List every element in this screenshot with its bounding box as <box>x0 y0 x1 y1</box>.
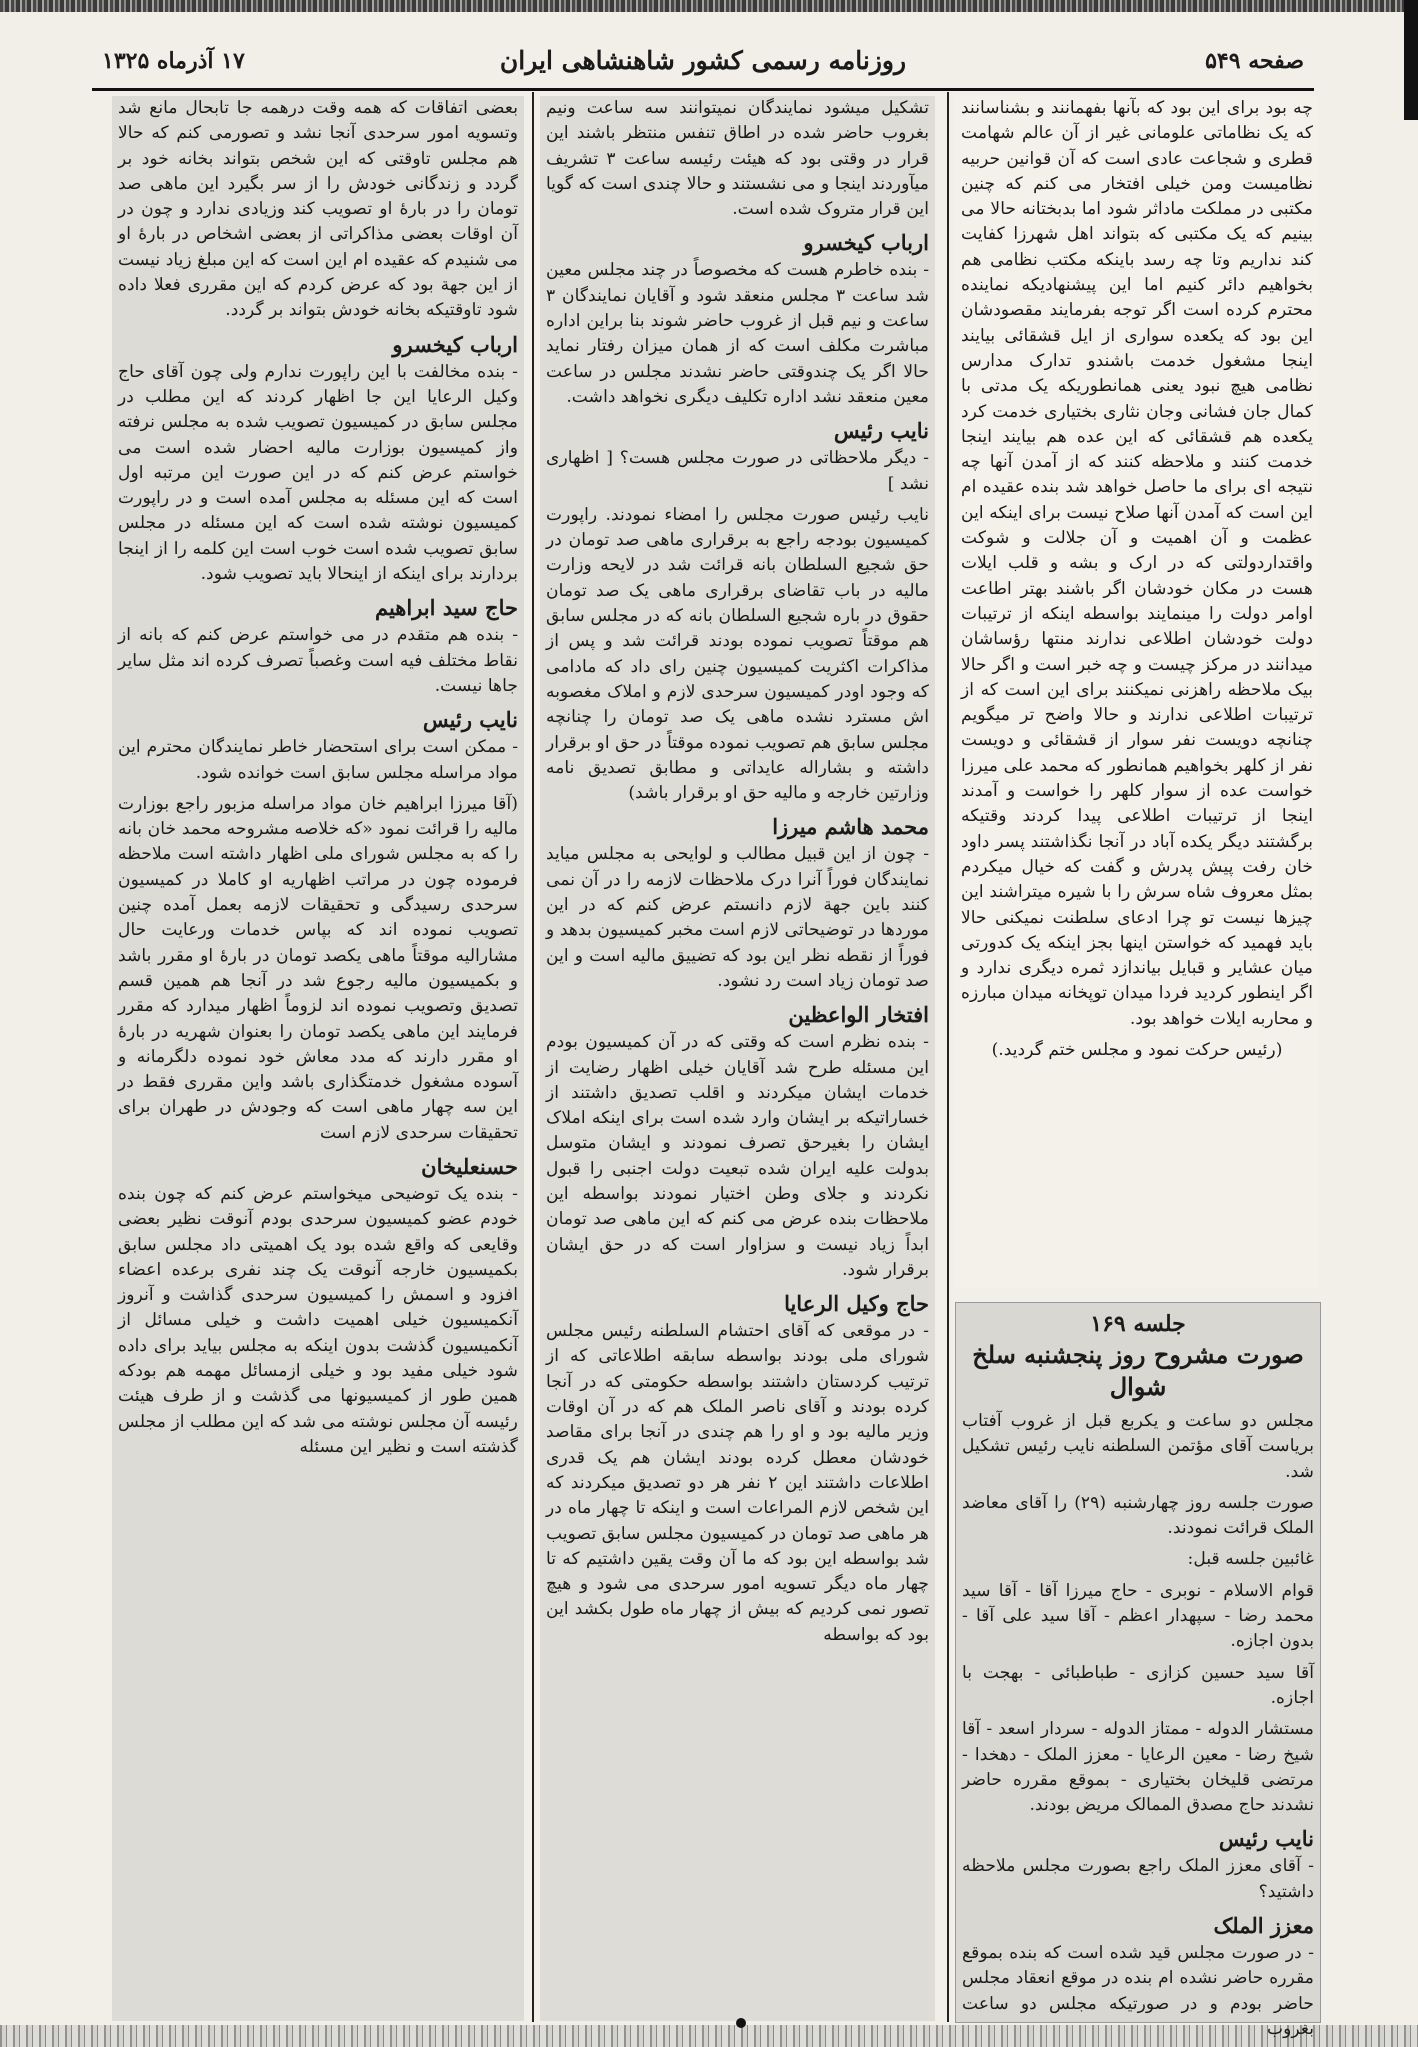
body-paragraph: چه بود برای این بود که بآنها بفهمانند و بشناسانند که یک نظاماتی علومانی غیر از آن عالم شهامت قطری و شجاعت عادی است که آن قوانین حربیه نظامیست ومن خیلی افتخار می کنم که چنین مکتبی در مملکت ماداثر شود اما بدبختانه حالا می بینیم که یک مکتبی که بتواند اهل شهرزا کفایت کند نداریم وتا چه رسد باینکه مکتب نظامی هم بخواهیم دائر کنیم اما این پیشنهادیکه نماینده محترم کرده است اگر توجه بفرمایند مقصودشان این بود که یکعده سواری از ایل قشقائی بیایند اینجا مشغول خدمت باشندو تدارک مدارس نظامی هیچ نبود یعنی همانطوریکه یک مدتی با کمال جان فشانی وجان نثاری بختیاری خدمت کرد یکعده هم قشقائی که این عده هم بیایند اینجا خدمت کنند و ملاحظه کنند که از آمدن آنها چه نتیجه ای برای ما حاصل خواهد شد بنده عقیده ام این است که آمدن آنها صلاح نیست برای اینکه این عظمت و آن اهمیت و آن جلالت و شوکت واقتداردولتی که در ارک و بشه و قلب ایلات هست در مکان خودشان اگر باشند بهتر اطاعت اوامر دولت را مینمایند بواسطه اینکه از ترتیبات دولت خودشان اطلاعی ندارند منتها رؤساشان میدانند در مرکز چیست و چه خبر است و اگر حالا بیک ملاحظه راهزنی نمیکنند برای این است که از ترتیبات اطلاعی ندارند و حالا واضح تر میگویم چنانچه دویست نفر سوار از قشقائی و دویست نفر از کلهر بخواهیم همانطور که محمد علی میرزا خواست عده از سوار کلهر را خواست و آمدند اینجا از ترتیبات اطلاعی پیدا کردند وقتیکه برگشتند دیگر یکده آباد در آنجا نگذاشتند پسر داود خان رفت پیش پدرش و گفت که خیال میکردم بمثل معروف شاه سرش را با شیره میتراشند این چیزها نیست تو چرا ادعای سلطنت نمیکنی حالا باید فهمید که خواستن اینها بجز اینکه یک کدورتی میان عشایر و قبایل بیاندازد ثمره دیگری ندارد و اگر اینطور کردید فردا میدان توپخانه میدان مبارزه و محاربه ایلات خواهد بود. <box>961 98 1313 1029</box>
body-paragraph: مستشار الدوله - ممتاز الدوله - سردار اسعد - آقا شیخ رضا - معین الرعایا - معزز الملک - دهخدا - مرتضی قلیخان بختیاری - بموقع مقرره حاضر نشدند حاج مصدق الممالک مریض بودند. <box>962 1719 1314 1816</box>
speaker-name: معزز الملک <box>1213 1913 1314 1939</box>
header-rule <box>92 88 1314 91</box>
body-paragraph: (آقا میرزا ابراهیم خان مواد مراسله مزبور راجع بوزارت مالیه را قرائت نمود «که خلاصه مشروحه محمد خان بانه را که به مجلس شورای ملی اظهار داشته است ملاحظه فرموده چون در مراتب اظهاریه او کاملا در کمیسیون سرحدی رسیدگی و تحقیقات لازمه بعمل آمده چنین تصویب نموده اند که بپاس خدمات ورعایت حال مشارالیه موقتاً ماهی یکصد تومان در بارهٔ او مقرر باشد و بکمیسیون مالیه رجوع شد در آنجا هم همین قسم تصدیق وتصویب نموده اند لزوماً اظهار میدارد که مقرر فرمایند این ماهی یکصد تومان را بعنوان شهریه در بارهٔ او مقرر دارند که مدد معاش خود نموده دلگرمانه و آسوده مشغول خدمتگذاری باشد واین مقرری فقط در این سه چهار ماهی است که وجودش در طهران برای تحقیقات سرحدی لازم است <box>118 793 518 1143</box>
speech-text: - ممکن است برای استحضار خاطر نمایندگان محترم این مواد مراسله مجلس سابق است خوانده شود. <box>118 737 518 783</box>
session-heading: جلسه ۱۶۹ <box>1090 1311 1186 1337</box>
column-divider <box>947 92 949 2022</box>
speech-text: - آقای معزز الملک راجع بصورت مجلس ملاحظه داشتید؟ <box>962 1856 1314 1902</box>
speech-text: - بنده هم متقدم در می خواستم عرض کنم که بانه از نقاط مختلف فیه است وغصباً تصرف کرده اند مثل سایر جاها نیست. <box>118 625 518 696</box>
body-paragraph: بعضی اتفاقات که همه وقت درهمه جا تابحال مانع شد وتسویه امور سرحدی آنجا نشد و تصورمی کنم که حالا هم مجلس تاوقتی که این شخص بتواند بخانه خود بر گردد و زندگانی خودش را از سر بگیرد این ماهی صد تومان را در بارهٔ او تصویب کند وزیادی ندارد و چون در آن اوقات بعضی مذاکراتی از بعضی اشخاص در بارهٔ او می شنیدم که عقیده ام این است که این مبلغ زیاد نیست از این جهة بود که عرض کردم که این مقرری فعلا داده شود تاوقتیکه بخانه خودش بتواند بر گردد. <box>118 98 518 321</box>
body-paragraph: مجلس دو ساعت و یکربع قبل از غروب آفتاب بریاست آقای مؤتمن السلطنه نایب رئیس تشکیل شد. <box>962 1411 1314 1482</box>
speech-text: - در صورت مجلس قید شده است که بنده بموقع مقرره حاضر نشده ام بنده در موقع انعقاد مجلس حاضر بودم و در صورتیکه مجلس دو ساعت بغروب <box>962 1943 1314 2039</box>
body-paragraph: تشکیل میشود نمایندگان نمیتوانند سه ساعت ونیم بغروب حاضر شده در اطاق تنفس منتظر باشند این قرار در وقتی بود که هیئت رئیسه ساعت ۳ تشریف میآوردند اینجا و می نشستند و حالا چندی است که گویا این قرار متروک شده است. <box>546 98 929 220</box>
closing-note: (رئیس حرکت نمود و مجلس ختم گردید.) <box>991 1039 1283 1060</box>
speech-text: - بنده نظرم است که وقتی که در آن کمیسیون بودم این مسئله طرح شد آقایان خیلی اظهار رضایت از خدمات ایشان میکردند و اقلب تصدیق داشتند از خساراتیکه بر ایشان وارد شده است برای اینکه املاک ایشان را بغیرحق تصرف نمودند و ایشان متوسل بدولت علیه ایران شده تبعیت دولت اجنبی را قبول نکردند و جلای وطن اختیار نمودند بواسطه این ملاحظات بنده عرض می کنم که این ماهی صد تومان ابداً زیاد نیست و سزاوار است که در حق ایشان برقرار شود. <box>546 1032 929 1280</box>
newspaper-title: روزنامه رسمی کشور شاهنشاهی ایران <box>499 46 907 75</box>
speaker-name: حاج وکیل الرعایا <box>784 1291 929 1317</box>
speech-text: - چون از این قبیل مطالب و لوایحی به مجلس میاید نمایندگان فوراً آنرا درک ملاحظات لازمه را در آن نمی کنند باین جهة لازم دانستم عرض کنم که در این موردها در توضیحاتی لازم است مخبر کمیسیون بدهد و فوراً از نقطه نظر این بود که تضییق مالیه است و این صد تومان زیاد است رد نشود. <box>546 844 929 991</box>
middle-column <box>540 96 935 2021</box>
left-column <box>112 96 524 2021</box>
issue-date: ۱۷ آذرماه ۱۳۲۵ <box>102 48 245 74</box>
body-paragraph: نایب رئیس صورت مجلس را امضاء نمودند. راپورت کمیسیون بودجه راجع به برقراری ماهی صد تومان در حق شجیع السلطان بانه قرائت شد در لایحه وزارت مالیه در باب تقاضای برقراری ماهی یک صد تومان حقوق در باره شجیع السلطان بانه که در مجلس سابق هم موقتاً تصویب نموده بودند قرائت شد و پس از مذاکرات اکثریت کمیسیون چنین رای داد که مادامی که وجود اودر کمیسیون سرحدی لازم و املاک مغصوبه اش مسترد نشده ماهی یک صد تومان را چنانچه مجلس سابق هم تصویب نموده موقتاً در حق او برقرار داشته و بشاراله عایداتی و مطابق تصدیق نامه وزارتین خارجه و مالیه حق او برقرار باشد) <box>546 504 929 804</box>
scan-edge-top <box>0 0 1418 12</box>
footer-dot <box>736 2018 746 2028</box>
speaker-name: محمد هاشم میرزا <box>772 814 929 840</box>
speech-text: - بنده مخالفت با این راپورت ندارم ولی چون آقای حاج وکیل الرعایا این جا اظهار کردند که این مطلب در مجلس سابق در کمیسیون تصویب شده به مجلس نرفته واز کمیسیون بوزارت مالیه احضار شده است می خواستم عرض کنم که در این صورت این مرتبه اول است که این مسئله به مجلس آمده است و در راپورت کمیسیون نوشته شده است که این مسئله در مجلس سابق تصویب شده است خوب است این کلمه را از اینجا بردارند برای اینکه از اینحالا باید تصویب شود. <box>118 361 518 585</box>
speaker-name: حاج سید ابراهیم <box>374 595 518 621</box>
speech-text: - بنده یک توضیحی میخواستم عرض کنم که چون بنده خودم عضو کمیسیون سرحدی بودم آنوقت نظیر بعضی وقایعی که واقع شده بود یک اهمیتی داد مجلس سابق بکمیسیون خارجه آنوقت یک چند نفری برعده اعضاء افزود و اسمش را کمیسیون سرحدی گذاشت و آنروز آنکمیسیون خیلی اهمیت داشت و خیلی مسائل از آنکمیسیون گذشت بدون اینکه به مجلس بیاید برای داده شود خیلی مفید بود و خیلی ازمسائل مهمه هم بودکه همین طور از کمیسیونها می گذشت و از طرف هیئت رئیسه آن مجلس نوشته می شد که این مطلب از مجلس گذشته است و نظیر این مسئله <box>118 1183 518 1457</box>
speech-text: - بنده خاطرم هست که مخصوصاً در چند مجلس معین شد ساعت ۳ مجلس منعقد شود و آقایان نمایندگان ۳ ساعت و نیم قبل از غروب حاضر شوند بنا براین اداره مباشرت مکلف است که از همان میزان رفتار نماید حالا اگر یک چندوقتی حاضر نشدند مجلس در ساعت معین منعقد نشد اداره تکلیف دیگری نخواهد داشت. <box>546 260 929 407</box>
column-divider <box>532 92 534 2022</box>
right-column <box>955 96 1319 1288</box>
speaker-name: نایب رئیس <box>422 707 518 733</box>
session-subheading: صورت مشروح روز پنجشنبه سلخ شوال <box>972 1340 1304 1401</box>
body-paragraph: غائبین جلسه قبل: <box>1187 1549 1314 1570</box>
speaker-name: نایب رئیس <box>833 418 929 444</box>
body-paragraph: صورت جلسه روز چهارشنبه (۲۹) را آقای معاضد الملک قرائت نمودند. <box>962 1492 1314 1539</box>
speaker-name: ارباب کیخسرو <box>803 230 929 256</box>
session-box <box>955 1302 1321 2039</box>
speaker-name: ارباب کیخسرو <box>392 331 518 357</box>
body-paragraph: آقا سید حسین کزازی - طباطبائی - بهجت با اجازه. <box>962 1662 1314 1708</box>
speech-text: - دیگر ملاحظاتی در صورت مجلس هست؟ [ اظهاری نشد ] <box>546 448 929 494</box>
speaker-name: حسنعلیخان <box>421 1153 518 1179</box>
speaker-name: نایب رئیس <box>1218 1826 1314 1852</box>
scan-edge-right <box>1404 0 1418 120</box>
speaker-name: افتخار الواعظین <box>788 1002 929 1028</box>
page-header <box>96 44 1310 90</box>
speech-text: - در موقعی که آقای احتشام السلطنه رئیس مجلس شورای ملی بودند بواسطه سابقه اطلاعاتی که از ترتیب کردستان داشتند بواسطه حکومتی که در آنجا کرده بودند و آقای ناصر الملک هم که در آن اوقات وزیر مالیه بود و او را هم چندی در آنجا برای مقاصد خودشان معطل کرده بودند ایشان هم یک قدری اطلاعات داشتند این ۲ نفر هر دو تصدیق میکردند که این شخص لازم المراعات است و اینکه تا چهار ماه در هر ماهی صد تومان در کمیسیون مجلس سابق تصویب شد بواسطه این بود که ما آن وقت یقین داشتیم که تا چهار ماه دیگر تسویه امور سرحدی می شود و هیچ تصور نمی کردیم که بیش از چهار ماه طول بکشد این بود که بواسطه <box>546 1321 930 1645</box>
page-number: صفحه ۵۴۹ <box>1205 48 1304 74</box>
body-paragraph: قوام الاسلام - نوبری - حاج میرزا آقا - آقا سید محمد رضا - سپهدار اعظم - آقا سید علی آقا - بدون اجازه. <box>962 1580 1314 1652</box>
